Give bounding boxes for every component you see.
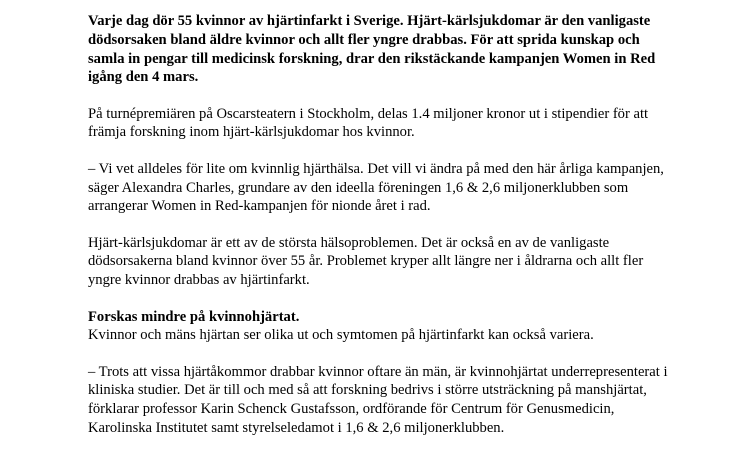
- body-paragraph-quote-alexandra: – Vi vet alldeles för lite om kvinnlig hjärthälsa. Det vill vi ändra på med den här årliga kampanjen, säger Alexandra Charles, grundare av den ideella föreningen 1,6 & 2,6 miljonerklubben som arrangerar Women in Red-kampanjen för nionde året i rad.: [88, 160, 664, 215]
- lead-paragraph: Varje dag dör 55 kvinnor av hjärtinfarkt i Sverige. Hjärt-kärlsjukdomar är den vanligaste dödsorsaken bland äldre kvinnor och allt fler yngre drabbas. För att sprida kunskap och samla in pengar till medicinsk forskning, drar den rikstäckande kampanjen Women in Red igång den 4 mars.: [88, 13, 656, 86]
- section-heading: Forskas mindre på kvinnohjärtat.: [88, 308, 300, 325]
- document-page: [88, 12, 668, 455]
- body-paragraph-premiere: På turnépremiären på Oscarsteatern i Stockholm, delas 1.4 miljoner kronor ut i stipendier för att främja forskning inom hjärt-kärlsjukdomar hos kvinnor.: [88, 105, 649, 141]
- section-intro-text: Kvinnor och mäns hjärtan ser olika ut och symtomen på hjärtinfarkt kan också variera.: [88, 327, 594, 344]
- section-block: [88, 308, 668, 346]
- body-paragraph-quote-karin: – Trots att vissa hjärtåkommor drabbar kvinnor oftare än män, är kvinnohjärtat underrepresenterat i kliniska studier. Det är till och med så att forskning bedrivs i större utsträckning på manshjärtat, förklarar professor Karin Schenck Gustafsson, ordförande för Centrum för Genusmedicin, Karolinska Institutet samt styrelseledamot i 1,6 & 2,6 miljonerklubben.: [88, 363, 668, 437]
- body-paragraph-health-problem: Hjärt-kärlsjukdomar är ett av de största hälsoproblemen. Det är också en av de vanligaste dödsorsakerna bland kvinnor över 55 år. Problemet kryper allt längre ner i åldrarna och allt fler yngre kvinnor drabbas av hjärtinfarkt.: [88, 234, 644, 289]
